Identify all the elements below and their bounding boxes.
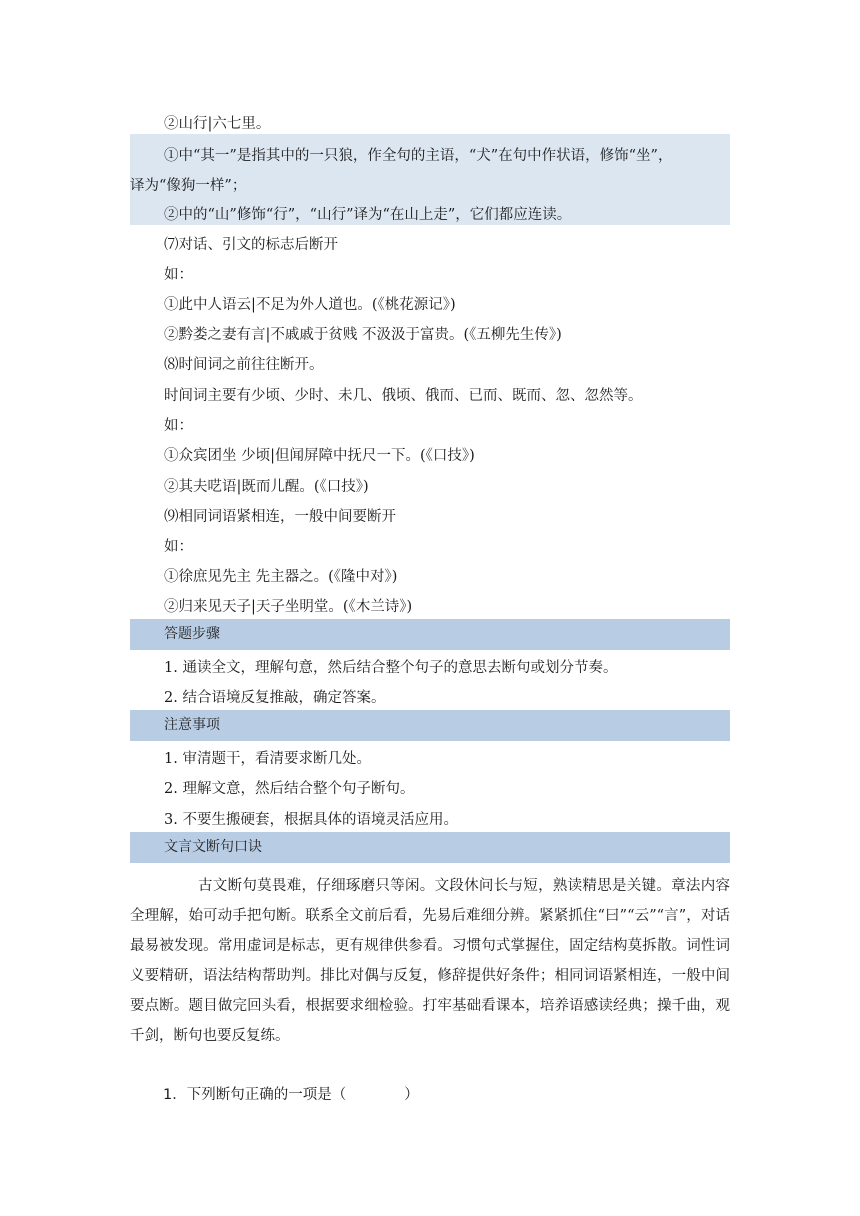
section-heading-notes: 注意事项 bbox=[130, 710, 730, 741]
section-heading-steps: 答题步骤 bbox=[130, 619, 730, 650]
rule-7-line-1: 如： bbox=[164, 267, 193, 283]
rule-title-8: ⑻时间词之前往往断开。 bbox=[164, 357, 324, 373]
rhyme-paragraph: 古文断句莫畏难，仔细琢磨只等闲。文段休问长与短，熟读精思是关键。章法内容全理解，始可动手把句断。联系全文前后看，先易后难细分辨。紧紧抓住“曰”“云”“言”，对话最易被发现。常用虚词是标志，更有规律供参看。习惯句式掌握住，固定结构莫拆散。词性词义要精研，语法结构帮助判。排比对偶与反复，修辞提供好条件；相同词语紧相连，一般中间要点断。题目做完回头看，根据要求细检验。打牢基础看课本，培养语感读经典；操千曲，观千剑，断句也要反复练。 bbox=[130, 878, 730, 1044]
rule-9-line-3: ②归来见天子|天子坐明堂。(《木兰诗》) bbox=[164, 599, 413, 615]
notes-item-3: 3. 不要生搬硬套，根据具体的语境灵活应用。 bbox=[164, 812, 458, 828]
rule-8-line-3: ①众宾团坐 少顷|但闻屏障中抚尺一下。(《口技》) bbox=[164, 448, 475, 464]
rule-7-line-2: ①此中人语云|不足为外人道也。(《桃花源记》) bbox=[164, 297, 456, 313]
rule-8-line-2: 如： bbox=[164, 418, 193, 434]
explanation-line-1: ①中“其一”是指其中的一只狼，作全句的主语，“犬”在句中作状语，修饰“坐”， bbox=[164, 148, 673, 164]
rule-title-7: ⑺对话、引文的标志后断开 bbox=[164, 237, 338, 253]
notes-item-1: 1. 审清题干，看清要求断几处。 bbox=[164, 751, 371, 767]
explanation-line-2: 译为“像狗一样”； bbox=[130, 178, 247, 194]
example-line: ②山行|六七里。 bbox=[164, 116, 271, 132]
rule-8-line-1: 时间词主要有少顷、少时、未几、俄顷、俄而、已而、既而、忽、忽然等。 bbox=[164, 388, 643, 404]
rule-7-line-3: ②黔娄之妻有言|不戚戚于贫贱 不汲汲于富贵。(《五柳先生传》) bbox=[164, 327, 562, 343]
steps-item-1: 1. 通读全文，理解句意，然后结合整个句子的意思去断句或划分节奏。 bbox=[164, 660, 618, 676]
notes-item-2: 2. 理解文意，然后结合整个句子断句。 bbox=[164, 781, 415, 797]
rule-9-line-2: ①徐庶见先主 先主器之。(《隆中对》) bbox=[164, 569, 398, 585]
steps-item-2: 2. 结合语境反复推敲，确定答案。 bbox=[164, 690, 386, 706]
section-heading-rhyme: 文言文断句口诀 bbox=[130, 832, 730, 863]
rule-8-line-4: ②其夫呓语|既而儿醒。(《口技》) bbox=[164, 479, 369, 495]
rule-title-9: ⑼相同词语紧相连，一般中间要断开 bbox=[164, 509, 396, 525]
explanation-line-3: ②中的“山”修饰“行”，“山行”译为“在山上走”，它们都应连读。 bbox=[164, 207, 572, 223]
question-1: 1．下列断句正确的一项是（ ） bbox=[163, 1087, 419, 1103]
rule-9-line-1: 如： bbox=[164, 539, 193, 555]
